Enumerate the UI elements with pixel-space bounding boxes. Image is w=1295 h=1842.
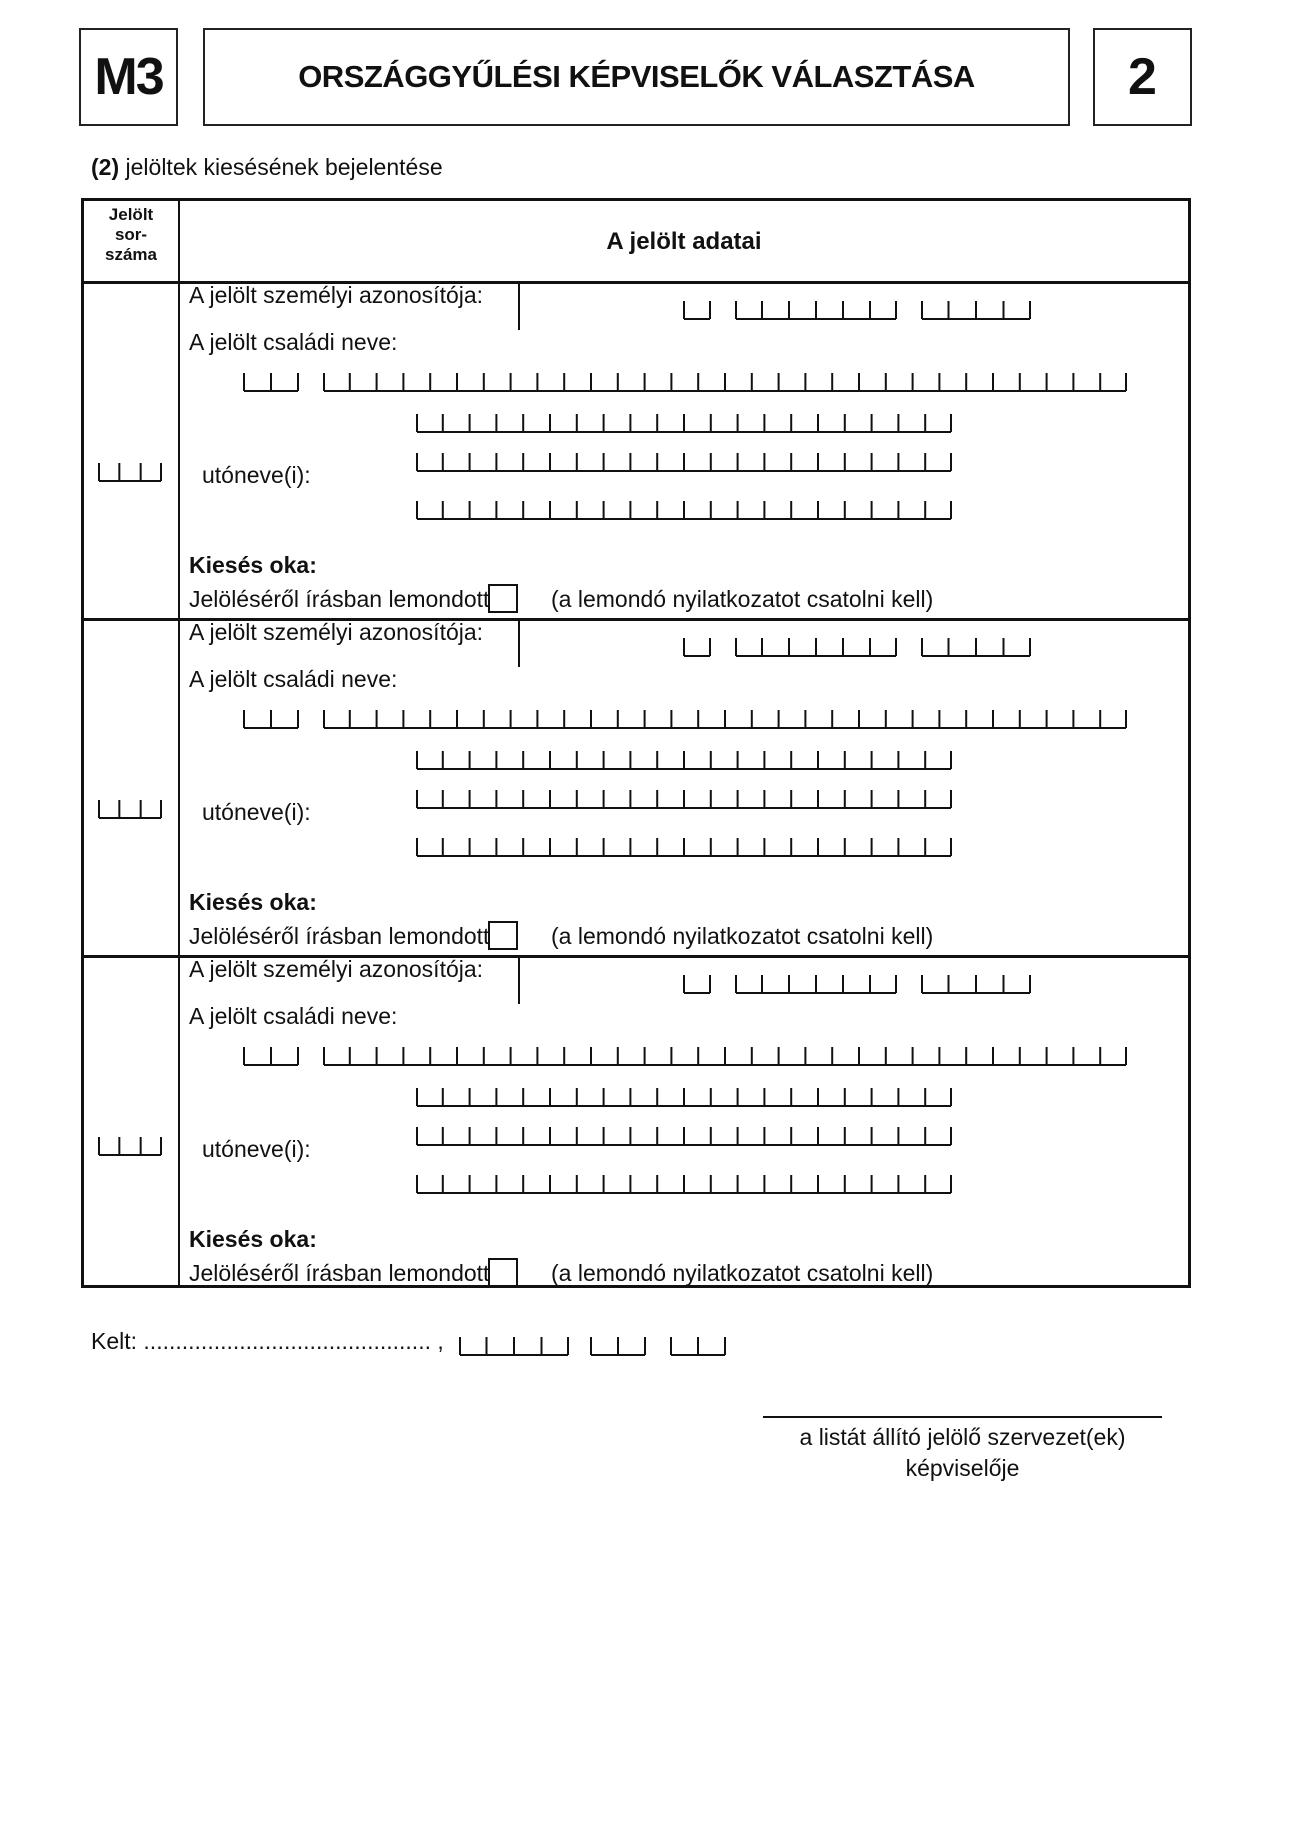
reason-title: Kiesés oka: bbox=[189, 1226, 317, 1252]
given-names-label: utóneve(i): bbox=[202, 462, 311, 488]
date-month-comb[interactable] bbox=[590, 1334, 646, 1361]
given-name-comb-1[interactable] bbox=[416, 450, 952, 477]
form-code-box bbox=[79, 28, 178, 126]
section-text: jelöltek kiesésének bejelentése bbox=[119, 154, 443, 180]
form-code: M3 bbox=[94, 48, 163, 106]
personal-id-comb[interactable] bbox=[921, 972, 1031, 999]
family-name-prefix-comb[interactable] bbox=[243, 370, 299, 397]
personal-id-label: A jelölt személyi azonosítója: bbox=[189, 282, 484, 308]
resigned-checkbox[interactable] bbox=[488, 921, 518, 950]
candidate-number-comb[interactable] bbox=[98, 797, 162, 824]
personal-id-separator bbox=[518, 621, 520, 667]
family-name-label: A jelölt családi neve: bbox=[189, 666, 398, 692]
reason-note: (a lemondó nyilatkozatot csatolni kell) bbox=[551, 1260, 934, 1286]
candidate-number-comb[interactable] bbox=[98, 1134, 162, 1161]
family-name-label: A jelölt családi neve: bbox=[189, 1003, 398, 1029]
family-name-label: A jelölt családi neve: bbox=[189, 329, 398, 355]
page-number: 2 bbox=[1128, 48, 1157, 106]
candidate-row bbox=[84, 958, 1188, 1294]
family-name-comb[interactable] bbox=[323, 370, 1127, 397]
date-year-comb[interactable] bbox=[459, 1334, 569, 1361]
column-header-number bbox=[84, 201, 178, 283]
resigned-checkbox[interactable] bbox=[488, 1258, 518, 1287]
personal-id-label: A jelölt személyi azonosítója: bbox=[189, 956, 484, 982]
personal-id-separator bbox=[518, 284, 520, 330]
reason-note: (a lemondó nyilatkozatot csatolni kell) bbox=[551, 923, 934, 949]
signature-line bbox=[763, 1416, 1162, 1418]
personal-id-comb[interactable] bbox=[735, 972, 897, 999]
personal-id-comb[interactable] bbox=[921, 635, 1031, 662]
family-name-extra-comb[interactable] bbox=[416, 748, 952, 775]
family-name-comb[interactable] bbox=[323, 1044, 1127, 1071]
personal-id-comb[interactable] bbox=[683, 298, 711, 325]
column-header-line: Jelölt bbox=[108, 205, 154, 224]
given-name-comb-2[interactable] bbox=[416, 1172, 952, 1199]
reason-option: Jelöléséről írásban lemondott bbox=[189, 923, 490, 949]
signature-caption-2: képviselője bbox=[905, 1455, 1020, 1481]
title-box bbox=[203, 28, 1070, 126]
candidate-row bbox=[84, 621, 1188, 957]
family-name-prefix-comb[interactable] bbox=[243, 1044, 299, 1071]
personal-id-comb[interactable] bbox=[683, 972, 711, 999]
personal-id-separator bbox=[518, 958, 520, 1004]
family-name-comb[interactable] bbox=[323, 707, 1127, 734]
candidate-table bbox=[81, 198, 1191, 1288]
reason-option: Jelöléséről írásban lemondott bbox=[189, 586, 490, 612]
candidate-row bbox=[84, 284, 1188, 620]
reason-title: Kiesés oka: bbox=[189, 552, 317, 578]
column-header-line: száma bbox=[105, 245, 157, 264]
personal-id-comb[interactable] bbox=[735, 635, 897, 662]
family-name-extra-comb[interactable] bbox=[416, 411, 952, 438]
given-name-comb-1[interactable] bbox=[416, 1124, 952, 1151]
form-title: ORSZÁGGYŰLÉSI KÉPVISELŐK VÁLASZTÁSA bbox=[298, 59, 975, 94]
section-number: (2) bbox=[91, 154, 120, 180]
candidate-number-comb[interactable] bbox=[98, 460, 162, 487]
personal-id-comb[interactable] bbox=[683, 635, 711, 662]
reason-option: Jelöléséről írásban lemondott bbox=[189, 1260, 490, 1286]
family-name-prefix-comb[interactable] bbox=[243, 707, 299, 734]
kelt-field[interactable] bbox=[91, 1328, 444, 1355]
column-header-line: sor- bbox=[114, 225, 148, 244]
personal-id-label: A jelölt személyi azonosítója: bbox=[189, 619, 484, 645]
resigned-checkbox[interactable] bbox=[488, 584, 518, 613]
section-subtitle bbox=[91, 154, 443, 181]
given-name-comb-2[interactable] bbox=[416, 835, 952, 862]
personal-id-comb[interactable] bbox=[921, 298, 1031, 325]
date-day-comb[interactable] bbox=[670, 1334, 726, 1361]
page-number-box bbox=[1093, 28, 1192, 126]
personal-id-comb[interactable] bbox=[735, 298, 897, 325]
given-names-label: utóneve(i): bbox=[202, 1136, 311, 1162]
given-name-comb-1[interactable] bbox=[416, 787, 952, 814]
reason-title: Kiesés oka: bbox=[189, 889, 317, 915]
kelt-label: Kelt: ............................................. , bbox=[91, 1328, 444, 1354]
given-name-comb-2[interactable] bbox=[416, 498, 952, 525]
given-names-label: utóneve(i): bbox=[202, 799, 311, 825]
reason-note: (a lemondó nyilatkozatot csatolni kell) bbox=[551, 586, 934, 612]
column-header-data: A jelölt adatai bbox=[606, 228, 762, 255]
signature-caption: a listát állító jelölő szervezet(ek) bbox=[799, 1424, 1126, 1450]
family-name-extra-comb[interactable] bbox=[416, 1085, 952, 1112]
